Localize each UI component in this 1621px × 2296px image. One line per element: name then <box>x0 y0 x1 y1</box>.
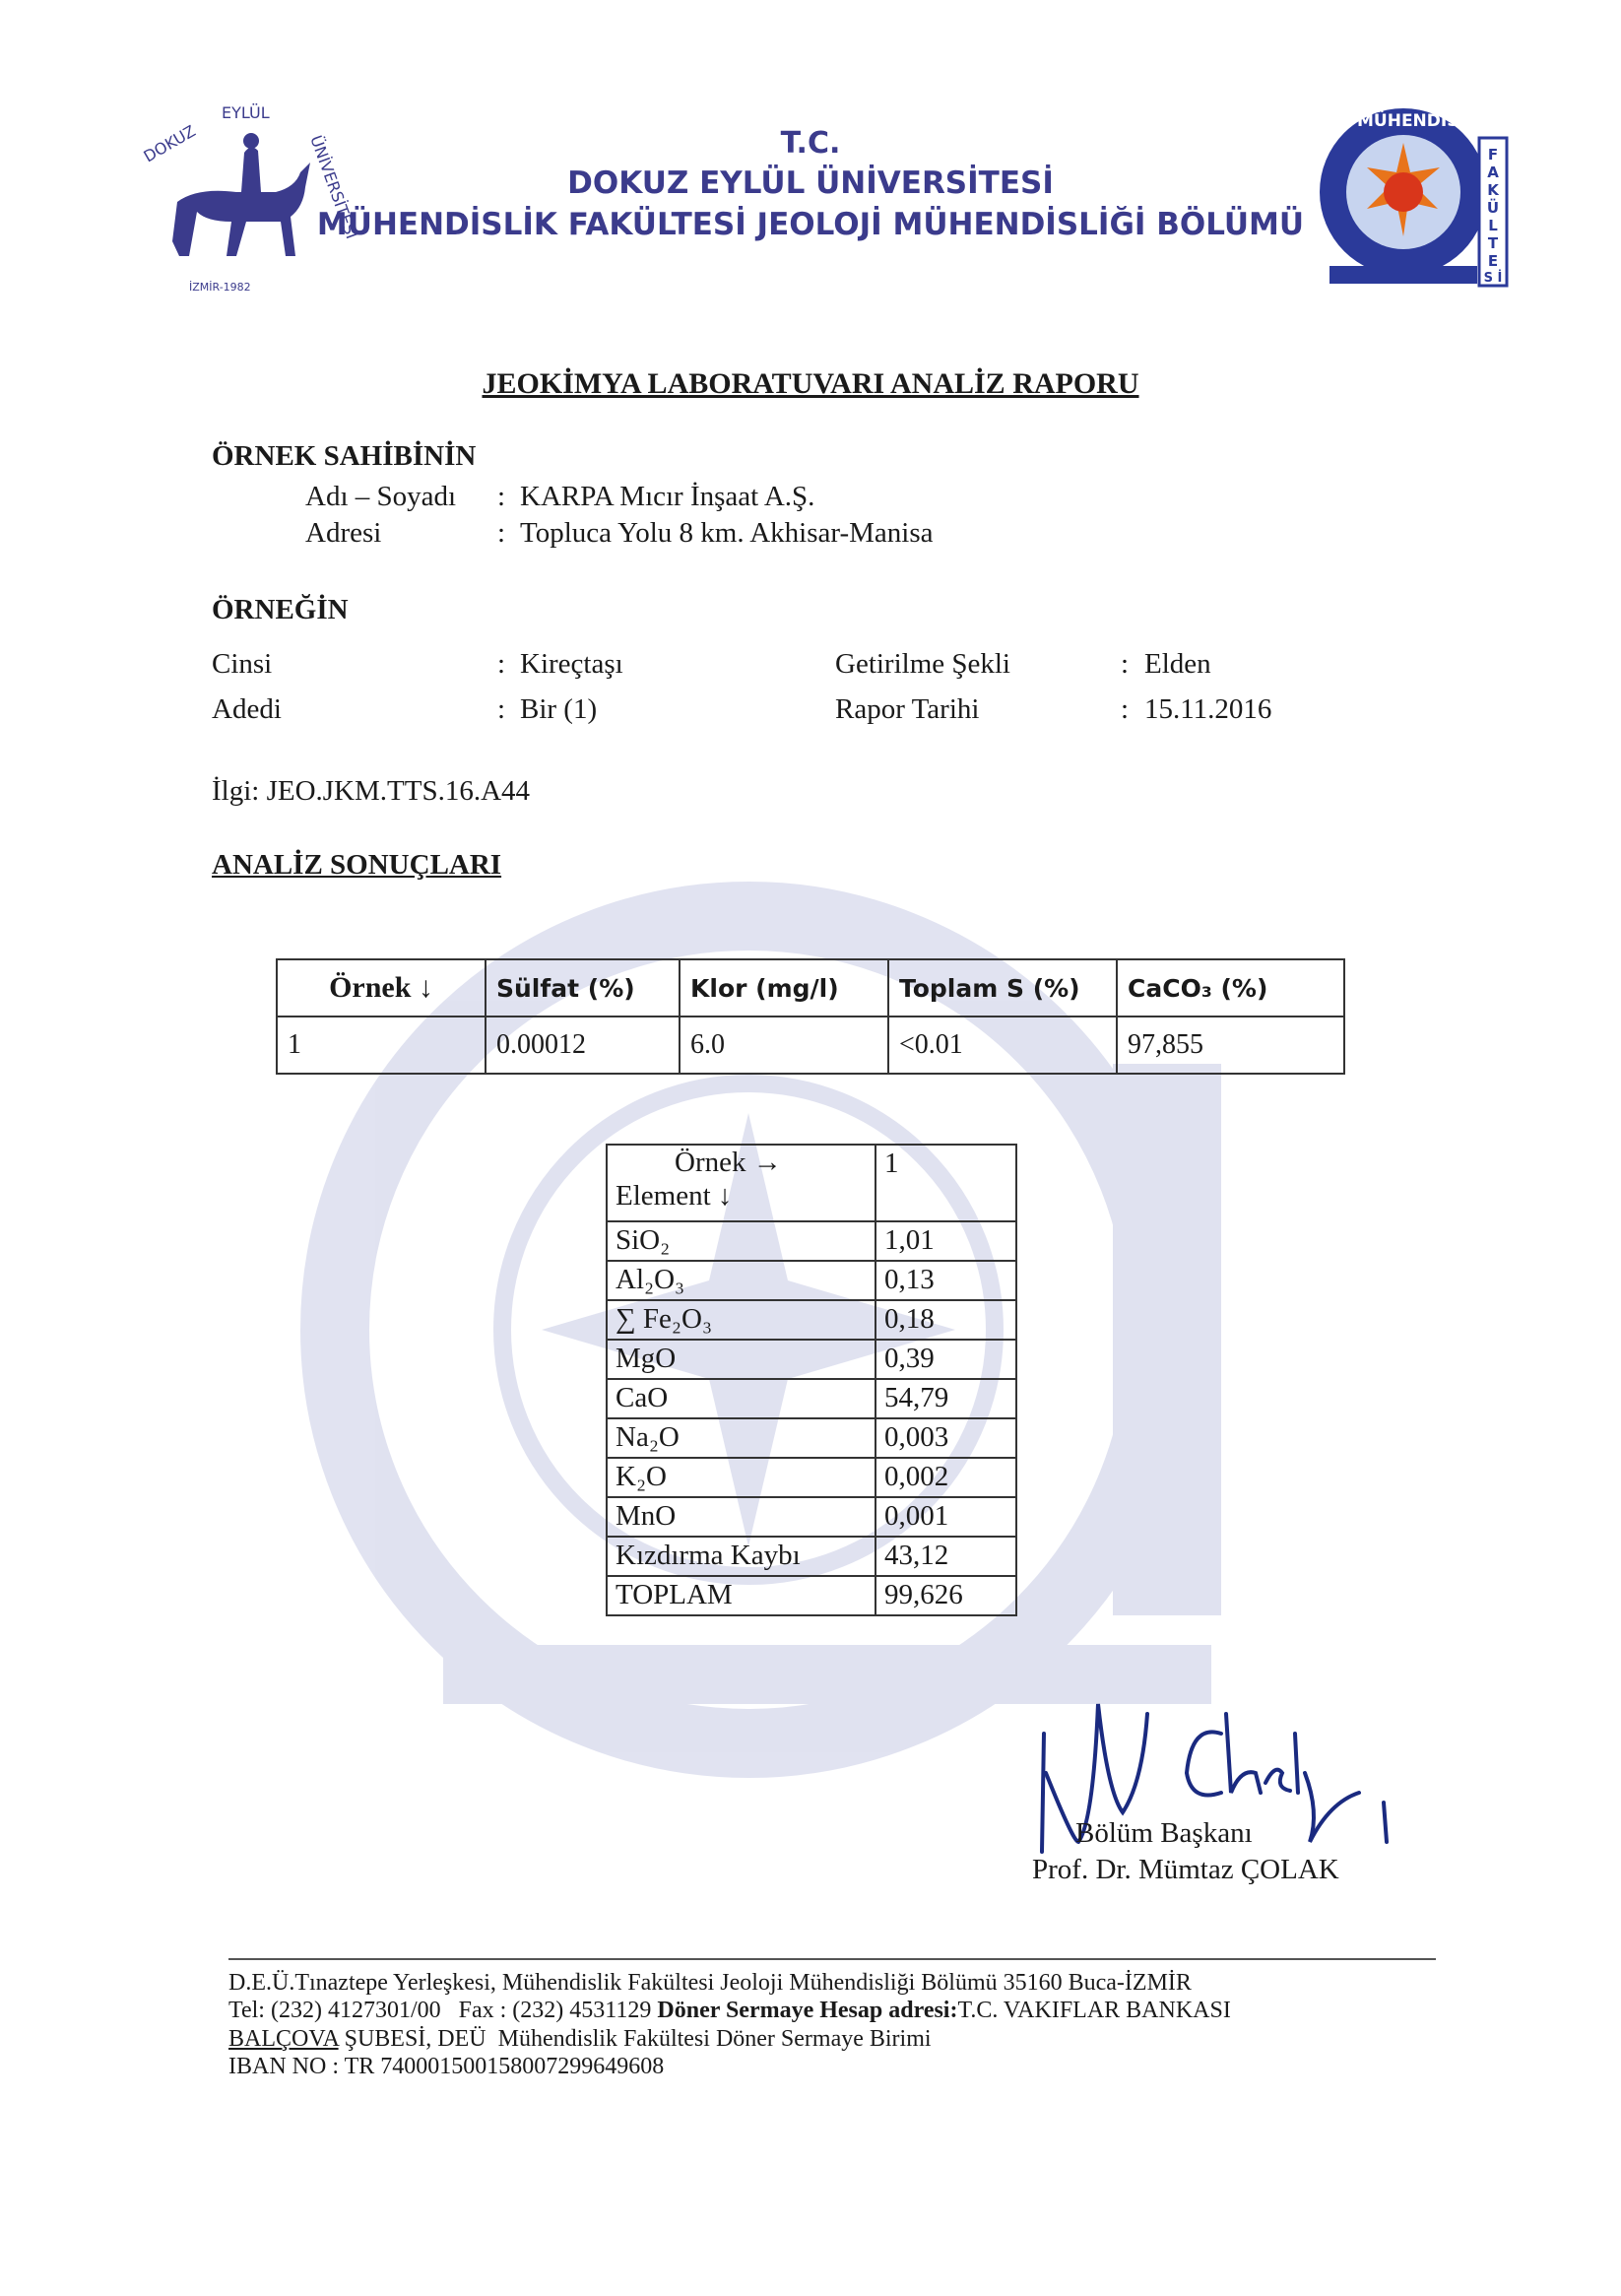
table-row <box>607 1537 1016 1576</box>
table-row <box>607 1379 1016 1418</box>
footer-bank: T.C. VAKIFLAR BANKASI <box>957 1998 1231 2023</box>
sample-count-label: Adedi <box>212 693 282 725</box>
owner-heading: ÖRNEK SAHİBİNİN <box>212 440 477 472</box>
element-value-cell: 99,626 <box>875 1576 1016 1615</box>
sample-number-cell: 1 <box>875 1145 1016 1221</box>
owner-address-value: Topluca Yolu 8 km. Akhisar-Manisa <box>520 517 934 549</box>
element-rows <box>607 1221 1016 1615</box>
sample-type-label: Cinsi <box>212 648 273 680</box>
element-arrow-label: Element ↓ <box>616 1180 733 1212</box>
table-cell: 0.00012 <box>486 1017 680 1074</box>
table-row <box>607 1576 1016 1615</box>
header-tc: T.C. <box>780 126 841 161</box>
table-row <box>607 1458 1016 1497</box>
sample-type-value: Kireçtaşı <box>520 648 623 680</box>
table-cell: 97,855 <box>1117 1017 1344 1074</box>
element-value-cell: 1,01 <box>875 1221 1016 1261</box>
element-name-cell: MgO <box>607 1340 875 1379</box>
svg-text:ÜNİVERSİTESİ: ÜNİVERSİTESİ <box>306 132 361 241</box>
footer-divider <box>228 1958 1436 1960</box>
owner-address-label: Adresi <box>305 517 382 549</box>
table-header-row <box>277 959 1344 1017</box>
element-value-cell: 0,001 <box>875 1497 1016 1537</box>
element-name-cell: TOPLAM <box>607 1576 875 1615</box>
element-value-cell: 0,002 <box>875 1458 1016 1497</box>
signature-name: Prof. Dr. Mümtaz ÇOLAK <box>1032 1854 1339 1885</box>
table-cell: 6.0 <box>680 1017 888 1074</box>
element-name-cell: Kızdırma Kaybı <box>607 1537 875 1576</box>
sample-delivery-colon: : <box>1121 648 1130 680</box>
sample-delivery-label: Getirilme Şekli <box>835 648 1010 680</box>
report-date-value: 15.11.2016 <box>1144 693 1272 725</box>
table-header-cell: CaCO₃ (%) <box>1117 959 1344 1017</box>
element-name-cell: CaO <box>607 1379 875 1418</box>
owner-name-colon: : <box>497 481 506 512</box>
element-value-cell: 0,18 <box>875 1300 1016 1340</box>
table-row <box>277 1017 1344 1074</box>
svg-text:EYLÜL: EYLÜL <box>222 103 270 122</box>
table-header-cell: Klor (mg/l) <box>680 959 888 1017</box>
element-name-cell: ∑ Fe₂O₃ <box>607 1300 875 1340</box>
report-date-colon: : <box>1121 693 1130 725</box>
header-university: DOKUZ EYLÜL ÜNİVERSİTESİ <box>567 165 1054 201</box>
svg-text:A: A <box>1487 164 1499 181</box>
sample-arrow-label: Örnek → <box>675 1147 782 1178</box>
element-value-cell: 0,13 <box>875 1261 1016 1300</box>
sample-count-value: Bir (1) <box>520 693 598 725</box>
table-row <box>607 1221 1016 1261</box>
table-header-cell: Sülfat (%) <box>486 959 680 1017</box>
report-date-label: Rapor Tarihi <box>835 693 980 725</box>
sample-heading: ÖRNEĞİN <box>212 594 349 625</box>
svg-text:MÜHENDİSLİK: MÜHENDİSLİK <box>1357 111 1489 131</box>
owner-name-value: KARPA Mıcır İnşaat A.Ş. <box>520 481 815 512</box>
signature-title: Bölüm Başkanı <box>1075 1817 1253 1849</box>
table-header-cell: Örnek ↓ <box>277 959 486 1017</box>
footer-address: D.E.Ü.Tınaztepe Yerleşkesi, Mühendislik Fakültesi Jeoloji Mühendisliği Bölümü 35160 Buca-İZMİR <box>228 1970 1192 1996</box>
table-cell: <0.01 <box>888 1017 1117 1074</box>
table-row <box>607 1340 1016 1379</box>
element-name-cell: MnO <box>607 1497 875 1537</box>
table-row <box>607 1300 1016 1340</box>
element-value-cell: 0,39 <box>875 1340 1016 1379</box>
svg-text:F: F <box>1487 146 1499 164</box>
reference-code: İlgi: JEO.JKM.TTS.16.A44 <box>212 775 531 807</box>
owner-address-colon: : <box>497 517 506 549</box>
element-name-cell: SiO₂ <box>607 1221 875 1261</box>
element-value-cell: 54,79 <box>875 1379 1016 1418</box>
report-title: JEOKİMYA LABORATUVARI ANALİZ RAPORU <box>482 367 1139 400</box>
sample-count-colon: : <box>497 693 506 725</box>
element-composition-table <box>606 1144 1017 1616</box>
svg-text:Ü: Ü <box>1486 199 1500 217</box>
footer-branch-name: BALÇOVA <box>228 2026 339 2052</box>
results-heading: ANALİZ SONUÇLARI <box>212 849 502 881</box>
footer-phone-fax: Tel: (232) 4127301/00 Fax : (232) 4531129 <box>228 1998 658 2023</box>
svg-text:K: K <box>1487 181 1499 199</box>
header-department: MÜHENDİSLİK FAKÜLTESİ JEOLOJİ MÜHENDİSLİĞİ BÖLÜMÜ <box>316 207 1305 242</box>
analysis-summary-table <box>276 958 1345 1075</box>
sample-type-colon: : <box>497 648 506 680</box>
sample-delivery-value: Elden <box>1144 648 1211 680</box>
svg-text:E: E <box>1487 252 1499 270</box>
footer-account-label: Döner Sermaye Hesap adresi: <box>657 1998 958 2023</box>
footer-branch <box>228 2026 932 2053</box>
table-cell: 1 <box>277 1017 486 1074</box>
element-name-cell: Na₂O <box>607 1418 875 1458</box>
footer-contact <box>228 1998 1231 2024</box>
owner-name-label: Adı – Soyadı <box>305 481 457 512</box>
element-value-cell: 43,12 <box>875 1537 1016 1576</box>
table-row <box>607 1497 1016 1537</box>
table-row <box>607 1418 1016 1458</box>
element-name-cell: K₂O <box>607 1458 875 1497</box>
footer-branch-unit: ŞUBESİ, DEÜ Mühendislik Fakültesi Döner Sermaye Birimi <box>338 2026 932 2052</box>
element-name-cell: Al₂O₃ <box>607 1261 875 1300</box>
svg-text:İZMİR-1982: İZMİR-1982 <box>189 281 251 294</box>
element-value-cell: 0,003 <box>875 1418 1016 1458</box>
svg-text:T: T <box>1487 234 1499 252</box>
svg-text:DOKUZ: DOKUZ <box>140 121 199 166</box>
table-header-row <box>607 1145 1016 1221</box>
svg-text:S İ: S İ <box>1483 271 1503 286</box>
element-header-cell <box>607 1145 875 1221</box>
footer-iban: IBAN NO : TR 740001500158007299649608 <box>228 2054 665 2079</box>
table-header-cell: Toplam S (%) <box>888 959 1117 1017</box>
table-row <box>607 1261 1016 1300</box>
svg-text:L: L <box>1488 217 1498 234</box>
